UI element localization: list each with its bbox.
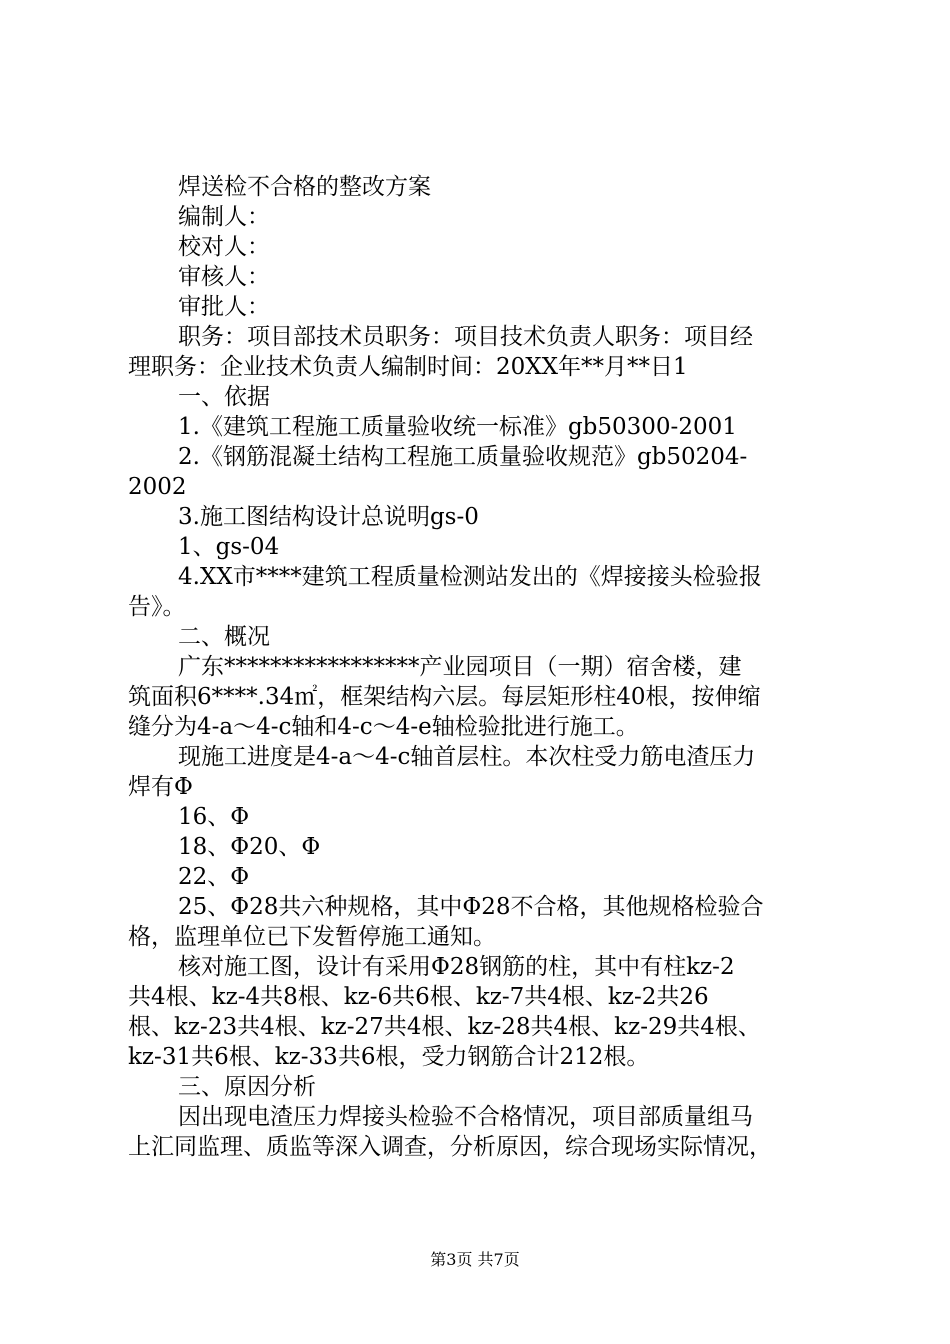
paragraph-line: 一、依据 [178, 384, 270, 410]
paragraph-line: 焊送检不合格的整改方案 [178, 174, 431, 200]
paragraph-line: 审核人： [178, 264, 270, 290]
paragraph-line: 25、Φ28共六种规格，其中Φ28不合格，其他规格检验合 [178, 894, 764, 920]
paragraph-line: 缝分为4-a～4-c轴和4-c～4-e轴检验批进行施工。 [128, 714, 639, 740]
paragraph-line: 核对施工图，设计有采用Φ28钢筋的柱，其中有柱kz-2 [178, 954, 735, 980]
paragraph-line: 上汇同监理、质监等深入调查，分析原因，综合现场实际情况， [128, 1134, 772, 1160]
paragraph-line: 校对人： [178, 234, 270, 260]
paragraph-line: 编制人： [178, 204, 270, 230]
paragraph-line: 根、kz-23共4根、kz-27共4根、kz-28共4根、kz-29共4根、 [128, 1014, 761, 1040]
page-footer: 第3页 共7页 [430, 1250, 520, 1269]
paragraph-line: 16、Φ [178, 804, 250, 830]
paragraph-line: 1.《建筑工程施工质量验收统一标准》gb50300-2001 [178, 414, 737, 440]
paragraph-line: 告》。 [128, 594, 186, 620]
paragraph-line: 1、gs-04 [178, 534, 280, 560]
paragraph-line: 2.《钢筋混凝土结构工程施工质量验收规范》gb50204- [178, 444, 748, 470]
paragraph-line: 2002 [128, 474, 187, 500]
paragraph-line: 因出现电渣压力焊接头检验不合格情况，项目部质量组马 [178, 1104, 753, 1130]
paragraph-line: 4.XX市****建筑工程质量检测站发出的《焊接接头检验报 [178, 564, 762, 590]
paragraph-line: 格，监理单位已下发暂停施工通知。 [128, 924, 496, 950]
paragraph-line: 广东*****************产业园项目（一期）宿舍楼，建 [178, 654, 742, 680]
paragraph-line: 二、概况 [178, 624, 270, 650]
paragraph-line: 18、Φ20、Φ [178, 834, 321, 860]
paragraph-line: 理职务：企业技术负责人编制时间：20XX年**月**日1 [128, 354, 688, 380]
paragraph-line: 审批人： [178, 294, 270, 320]
paragraph-line: 现施工进度是4-a～4-c轴首层柱。本次柱受力筋电渣压力 [178, 744, 756, 770]
paragraph-line: 筑面积6****.34㎡，框架结构六层。每层矩形柱40根，按伸缩 [128, 684, 761, 710]
document-body [128, 172, 833, 1162]
paragraph-line: 三、原因分析 [178, 1074, 316, 1100]
paragraph-line: 3.施工图结构设计总说明gs-0 [178, 504, 479, 530]
paragraph-line: 职务：项目部技术员职务：项目技术负责人职务：项目经 [178, 324, 753, 350]
paragraph-line: 22、Φ [178, 864, 250, 890]
paragraph-line: 焊有Φ [128, 774, 193, 800]
paragraph-line: 共4根、kz-4共8根、kz-6共6根、kz-7共4根、kz-2共26 [128, 984, 709, 1010]
paragraph-line: kz-31共6根、kz-33共6根，受力钢筋合计212根。 [128, 1044, 650, 1070]
